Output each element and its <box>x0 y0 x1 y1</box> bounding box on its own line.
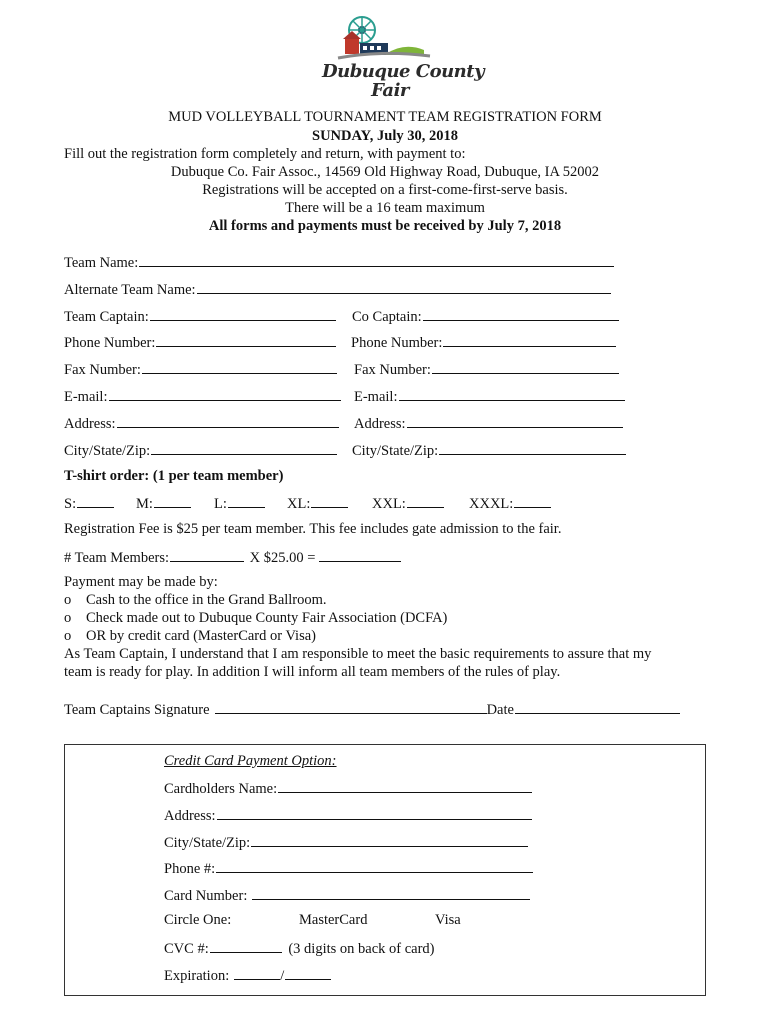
size-label: M: <box>136 496 153 512</box>
tshirt-size-s[interactable] <box>64 494 114 513</box>
tshirt-heading: T-shirt order: (1 per team member) <box>64 468 284 484</box>
captain-statement-line-2: team is ready for play. In addition I will inform all team members of the rules of play. <box>64 664 561 680</box>
cc-phone-field[interactable] <box>164 859 533 878</box>
bullet-icon: o <box>64 628 72 644</box>
email-right-label: E-mail: <box>354 389 398 405</box>
address-left-field[interactable] <box>64 414 339 433</box>
team-name-line[interactable] <box>139 253 614 267</box>
city-right-field[interactable] <box>352 441 626 460</box>
fax-left-field[interactable] <box>64 360 337 379</box>
email-left-line[interactable] <box>109 387 341 401</box>
email-right-line[interactable] <box>399 387 625 401</box>
form-title: MUD VOLLEYBALL TOURNAMENT TEAM REGISTRATION FORM <box>168 109 602 125</box>
city-right-label: City/State/Zip: <box>352 443 439 459</box>
cvc-field[interactable] <box>164 939 435 958</box>
tshirt-size-l[interactable] <box>214 494 265 513</box>
payment-option-text: Cash to the office in the Grand Ballroom. <box>86 592 327 608</box>
email-left-label: E-mail: <box>64 389 108 405</box>
captain-statement-line-1: As Team Captain, I understand that I am responsible to meet the basic requirements to assure that my <box>64 646 652 662</box>
card-number-field[interactable] <box>164 886 530 905</box>
tshirt-size-xxl[interactable] <box>372 494 444 513</box>
cardholder-field[interactable] <box>164 779 532 798</box>
city-left-field[interactable] <box>64 441 337 460</box>
cc-address-field[interactable] <box>164 806 532 825</box>
payment-option <box>64 592 327 609</box>
cc-city-line[interactable] <box>251 833 528 847</box>
bullet-icon: o <box>64 592 72 608</box>
tshirt-size-xxxl[interactable] <box>469 494 551 513</box>
size-line[interactable] <box>311 494 348 508</box>
logo-line-2: Fair <box>371 80 409 101</box>
circle-one-label: Circle One: <box>164 912 232 928</box>
visa-option[interactable]: Visa <box>435 912 461 928</box>
size-line[interactable] <box>228 494 265 508</box>
team-name-label: Team Name: <box>64 255 139 271</box>
phone-left-line[interactable] <box>156 333 336 347</box>
expiration-label: Expiration: <box>164 968 230 984</box>
city-right-line[interactable] <box>439 441 626 455</box>
logo-line-1: Dubuque County <box>322 61 485 82</box>
size-line[interactable] <box>77 494 114 508</box>
cc-phone-line[interactable] <box>216 859 533 873</box>
cc-address-label: Address: <box>164 808 216 824</box>
phone-right-line[interactable] <box>443 333 616 347</box>
alt-team-name-label: Alternate Team Name: <box>64 282 196 298</box>
team-maximum-note: There will be a 16 team maximum <box>285 200 485 216</box>
cardholder-line[interactable] <box>278 779 532 793</box>
fax-right-field[interactable] <box>354 360 619 379</box>
phone-right-label: Phone Number: <box>351 335 443 351</box>
size-line[interactable] <box>407 494 444 508</box>
cvc-line[interactable] <box>210 939 282 953</box>
mastercard-option[interactable]: MasterCard <box>299 912 368 928</box>
co-captain-line[interactable] <box>423 307 619 321</box>
size-label: XL: <box>287 496 311 512</box>
payment-intro: Payment may be made by: <box>64 574 218 590</box>
phone-left-label: Phone Number: <box>64 335 156 351</box>
team-members-line[interactable] <box>170 548 244 562</box>
cvc-note: (3 digits on back of card) <box>288 941 435 957</box>
address-right-label: Address: <box>354 416 406 432</box>
expiration-separator: / <box>280 968 285 984</box>
team-captain-label: Team Captain: <box>64 309 149 325</box>
cc-city-label: City/State/Zip: <box>164 835 251 851</box>
card-number-line[interactable] <box>252 886 530 900</box>
logo-title <box>322 61 485 101</box>
date-label: Date <box>486 702 514 718</box>
signature-row[interactable] <box>64 700 680 719</box>
cc-phone-label: Phone #: <box>164 861 216 877</box>
fee-multiply: X $25.00 = <box>249 550 316 566</box>
payment-option <box>64 628 316 645</box>
bullet-icon: o <box>64 610 72 626</box>
phone-right-field[interactable] <box>351 333 616 352</box>
fair-logo <box>320 10 485 110</box>
fax-right-line[interactable] <box>432 360 619 374</box>
size-label: XXL: <box>372 496 406 512</box>
tshirt-size-m[interactable] <box>136 494 191 513</box>
alt-team-name-line[interactable] <box>197 280 611 294</box>
credit-card-box <box>64 744 706 996</box>
payment-option-text: OR by credit card (MasterCard or Visa) <box>86 628 316 644</box>
size-line[interactable] <box>154 494 191 508</box>
fax-left-line[interactable] <box>142 360 337 374</box>
size-line[interactable] <box>514 494 551 508</box>
payment-option-text: Check made out to Dubuque County Fair Association (DCFA) <box>86 610 448 626</box>
size-label: L: <box>214 496 227 512</box>
size-label: S: <box>64 496 77 512</box>
cardholder-label: Cardholders Name: <box>164 781 278 797</box>
address-right-field[interactable] <box>354 414 623 433</box>
team-captain-line[interactable] <box>150 307 336 321</box>
cc-city-field[interactable] <box>164 833 528 852</box>
expiration-field[interactable] <box>164 966 331 985</box>
size-label: XXXL: <box>469 496 514 512</box>
expiration-year-line[interactable] <box>285 966 331 980</box>
address-right-line[interactable] <box>407 414 623 428</box>
cc-address-line[interactable] <box>217 806 532 820</box>
alt-team-name-field[interactable] <box>64 280 611 299</box>
card-number-label: Card Number: <box>164 888 248 904</box>
team-captain-field[interactable] <box>64 307 336 326</box>
phone-left-field[interactable] <box>64 333 336 352</box>
co-captain-label: Co Captain: <box>352 309 422 325</box>
instructions: Fill out the registration form completely and return, with payment to: <box>64 146 466 162</box>
date-line[interactable] <box>515 700 680 714</box>
fax-right-label: Fax Number: <box>354 362 431 378</box>
signature-label: Team Captains Signature <box>64 702 210 718</box>
expiration-month-line[interactable] <box>234 966 280 980</box>
co-captain-field[interactable] <box>352 307 619 326</box>
deadline-note: All forms and payments must be received by July 7, 2018 <box>208 218 562 234</box>
tshirt-size-xl[interactable] <box>287 494 348 513</box>
signature-line[interactable] <box>215 700 487 714</box>
email-left-field[interactable] <box>64 387 341 406</box>
ferris-wheel-icon <box>320 10 460 68</box>
event-date: SUNDAY, July 30, 2018 <box>312 128 458 144</box>
team-members-label: # Team Members: <box>64 550 170 566</box>
team-name-field[interactable] <box>64 253 614 272</box>
city-left-label: City/State/Zip: <box>64 443 151 459</box>
credit-card-heading: Credit Card Payment Option: <box>164 753 337 769</box>
email-right-field[interactable] <box>354 387 625 406</box>
address-left-label: Address: <box>64 416 116 432</box>
first-come-note: Registrations will be accepted on a first-come-first-serve basis. <box>202 182 568 198</box>
fax-left-label: Fax Number: <box>64 362 141 378</box>
team-members-calc[interactable] <box>64 548 401 567</box>
payment-option <box>64 610 447 627</box>
mailing-address: Dubuque Co. Fair Assoc., 14569 Old Highway Road, Dubuque, IA 52002 <box>170 164 600 180</box>
fee-total-line[interactable] <box>319 548 401 562</box>
city-left-line[interactable] <box>151 441 337 455</box>
fee-text: Registration Fee is $25 per team member. This fee includes gate admission to the fair. <box>64 521 562 537</box>
address-left-line[interactable] <box>117 414 339 428</box>
cvc-label: CVC #: <box>164 941 209 957</box>
